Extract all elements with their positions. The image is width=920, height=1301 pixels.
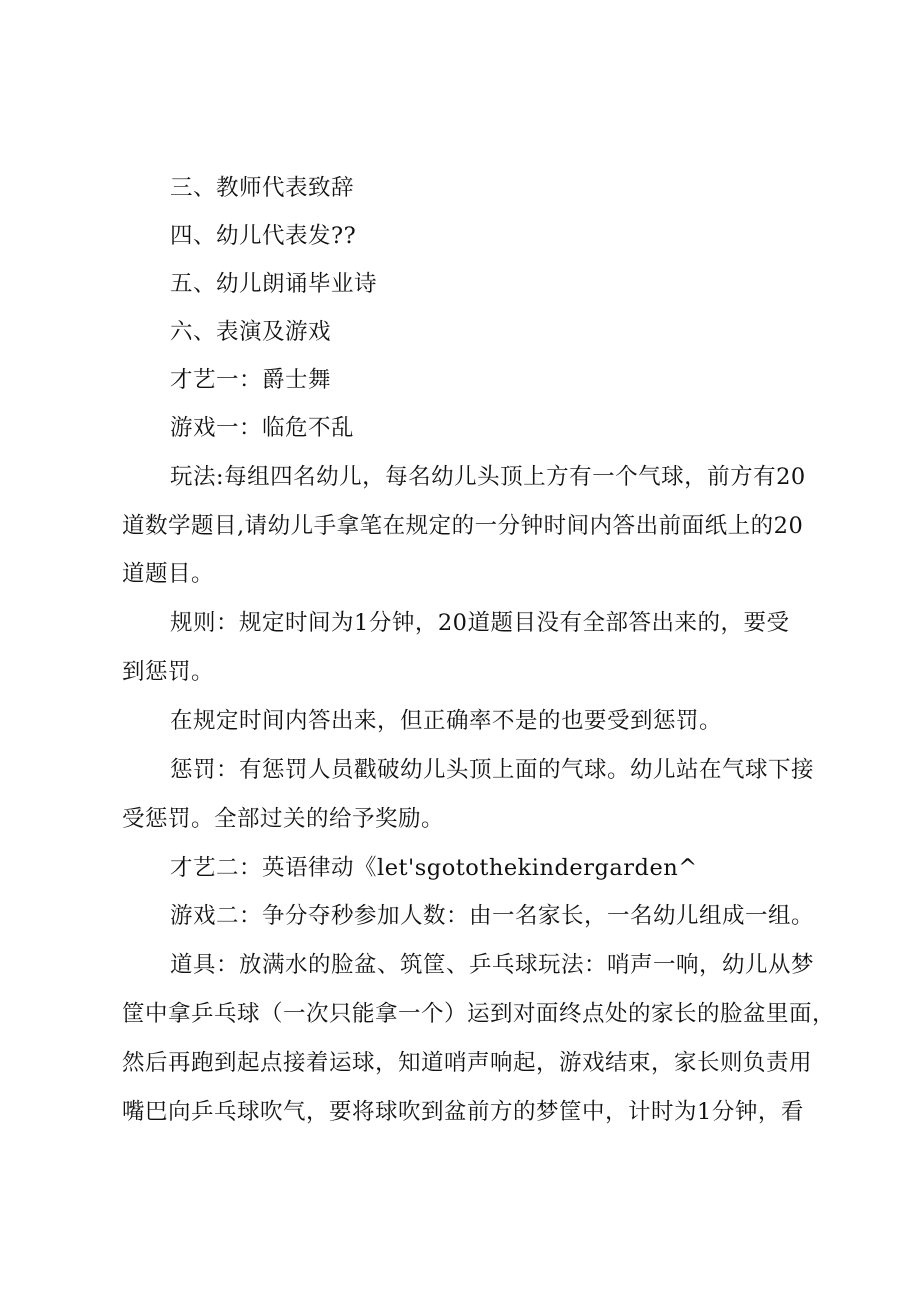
accuracy-paragraph: 在规定时间内答出来，但正确率不是的也要受到惩罚。 bbox=[170, 708, 723, 734]
rules-paragraph-line: 到惩罚。 bbox=[122, 659, 215, 685]
section-heading-teacher-speech: 三、教师代表致辞 bbox=[170, 175, 355, 201]
game-one-rules-line: 道题目。 bbox=[122, 561, 215, 587]
props-paragraph-line: 然后再跑到起点接着运球，知道哨声响起，游戏结束，家长则负责用 bbox=[122, 1050, 813, 1076]
props-paragraph-line: 筐中拿乒乓球（一次只能拿一个）运到对面终点处的家长的脸盆里面， bbox=[122, 1001, 836, 1027]
game-two-line: 游戏二：争分夺秒参加人数：由一名家长，一名幼儿组成一组。 bbox=[170, 903, 815, 929]
game-one-rules-line: 玩法:每组四名幼儿，每名幼儿头顶上方有一个气球，前方有20 bbox=[170, 464, 806, 490]
penalty-paragraph-line: 受惩罚。全部过关的给予奖励。 bbox=[122, 806, 445, 832]
props-paragraph-line: 嘴巴向乒乓球吹气，要将球吹到盆前方的梦筐中，计时为1分钟，看 bbox=[122, 1099, 804, 1125]
game-one-line: 游戏一：临危不乱 bbox=[170, 415, 355, 441]
talent-one-line: 才艺一：爵士舞 bbox=[170, 367, 332, 393]
section-heading-child-speech: 四、幼儿代表发?? bbox=[170, 223, 357, 249]
section-heading-performance: 六、表演及游戏 bbox=[170, 319, 332, 345]
section-heading-poem: 五、幼儿朗诵毕业诗 bbox=[170, 271, 378, 297]
penalty-paragraph-line: 惩罚：有惩罚人员戳破幼儿头顶上面的气球。幼儿站在气球下接 bbox=[170, 757, 815, 783]
props-paragraph-line: 道具：放满水的脸盆、筑筐、乒乓球玩法：哨声一响，幼儿从梦 bbox=[170, 952, 815, 978]
rules-paragraph-line: 规则：规定时间为1分钟，20道题目没有全部答出来的，要受 bbox=[170, 610, 790, 636]
talent-two-line: 才艺二：英语律动《let'sgotothekindergarden^ bbox=[170, 855, 698, 881]
game-one-rules-line: 道数学题目,请幼儿手拿笔在规定的一分钟时间内答出前面纸上的20 bbox=[122, 513, 804, 539]
